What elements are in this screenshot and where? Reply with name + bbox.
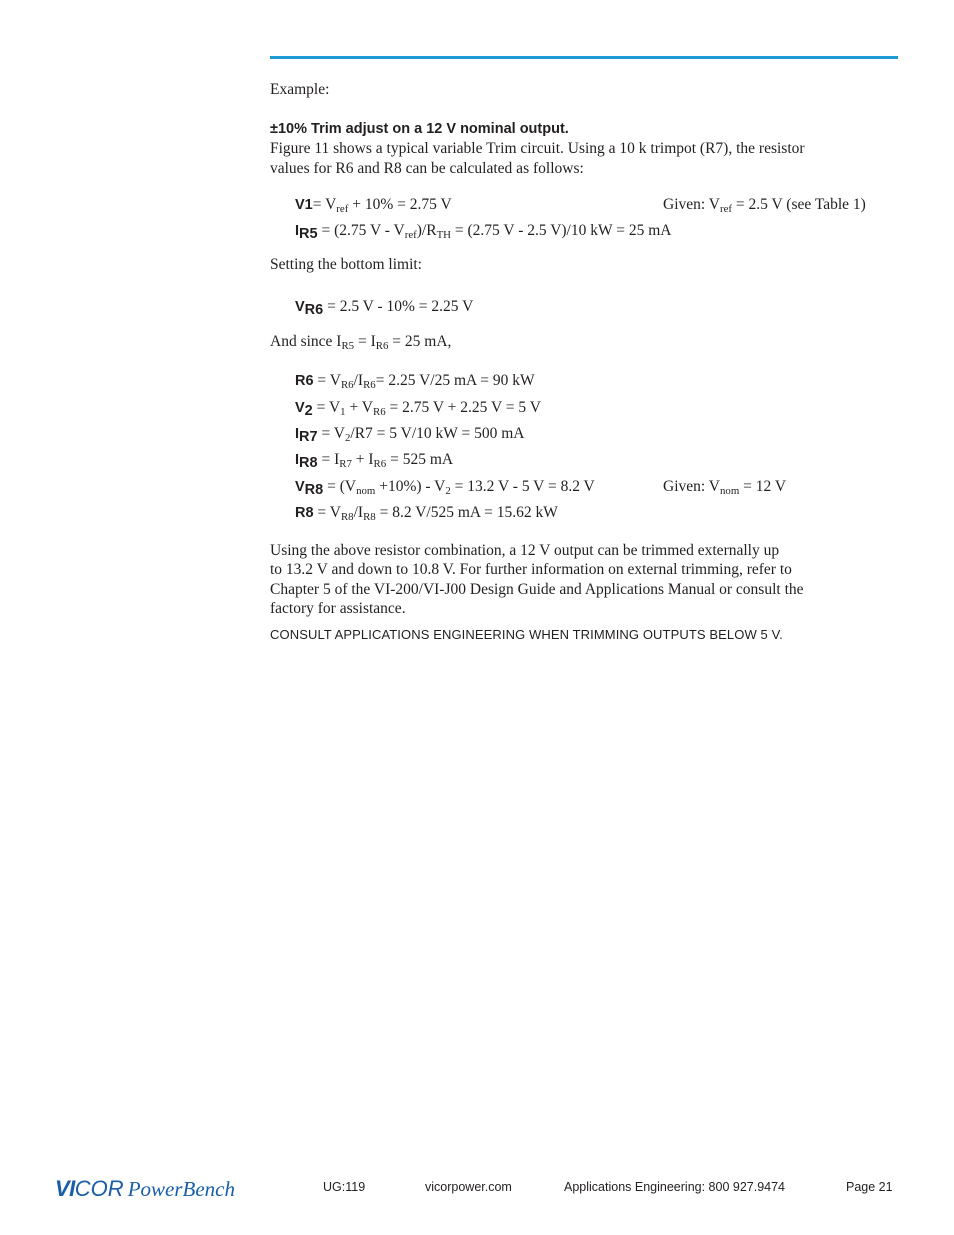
equation-block-3 <box>270 368 880 526</box>
bottom-limit-text: Setting the bottom limit: <box>270 255 422 273</box>
equation-ir5: $I_{R5} = (2.75$ $V - V_{ref})/R_{TH} = (2.75$ V - 2.5 V)/10 kW = 25 mA <box>295 222 672 243</box>
equation-r6: $R6 = V_{R6}/I_{R6}= 2.25$ V/25 mA = 90 kW <box>295 372 535 392</box>
header-rule <box>270 56 898 59</box>
paragraph-line: Using the above resistor combination, a 12 V output can be trimmed externally up <box>270 541 780 559</box>
equation-block-1 <box>270 192 880 245</box>
vicor-powerbench-logo: VICOR PowerBench <box>55 1176 235 1201</box>
given-vref: Given: $V_{ref} = 2.5$ V (see Table 1) <box>663 196 866 215</box>
page-footer <box>0 1176 954 1206</box>
equation-v1: $V1= V_{ref} + 10\% = 2.75$ V Given: $V_{ref} = 2.5$ V (see Table 1) <box>270 192 880 218</box>
conclusion-paragraph <box>270 541 880 619</box>
equation-block-2 <box>270 294 880 320</box>
paragraph-line: Figure 11 shows a typical variable Trim circuit. Using a 10 k trimpot (R7), the resistor <box>270 140 805 157</box>
equation-ir7: $I_{R7} = V_2/R7 = 5$ V/10 kW = 500 mA <box>295 424 525 445</box>
page-content <box>270 80 880 644</box>
applications-engineering-phone: Applications Engineering: 800 927.9474 <box>564 1180 786 1194</box>
page-number: Page 21 <box>846 1180 893 1194</box>
section-heading: ±10% Trim adjust on a 12 V nominal output. <box>270 120 569 137</box>
intro-text: Example: <box>270 81 330 98</box>
paragraph-line: to 13.2 V and down to 10.8 V. For further information on external trimming, refer to <box>270 561 792 579</box>
given-vnom: Given: $V_{nom} = 12$ V <box>663 477 787 497</box>
equation-ir8: $I_{R8} = I_{R7} + I_{R6} = 525$ mA <box>295 451 454 472</box>
equation-r8: $R8 = V_{R8}/I_{R8} = 8.2$ V/525 mA = 15.62 kW <box>295 504 558 524</box>
equation-vr6: $V_{R6} = 2.5$ V - 10% = 2.25 V <box>295 298 474 319</box>
website-link[interactable]: vicorpower.com <box>425 1180 512 1194</box>
paragraph-line: Chapter 5 of the VI-200/VI-J00 Design Guide and Applications Manual or consult the <box>270 580 804 598</box>
paragraph-line: factory for assistance. <box>270 600 406 618</box>
engineering-note: CONSULT APPLICATIONS ENGINEERING WHEN TRIMMING OUTPUTS BELOW 5 V. <box>270 626 783 642</box>
equation-v2: $V_2 = V_1 + V_{R6} = 2.75$ V + 2.25 V = 5 V <box>295 398 541 419</box>
equation-vr8: $V_{R8} = (V_{nom} +10\%) - V_2 = 13.2$ V - 5 V = 8.2 V Given: $V_{nom} = 12$ V <box>270 474 880 500</box>
paragraph-line: values for R6 and R8 can be calculated as follows: <box>270 159 584 177</box>
document-id: UG:119 <box>323 1180 366 1194</box>
since-text: And since $I_{R5} = I_{R6} = 25$ mA, <box>270 332 452 352</box>
